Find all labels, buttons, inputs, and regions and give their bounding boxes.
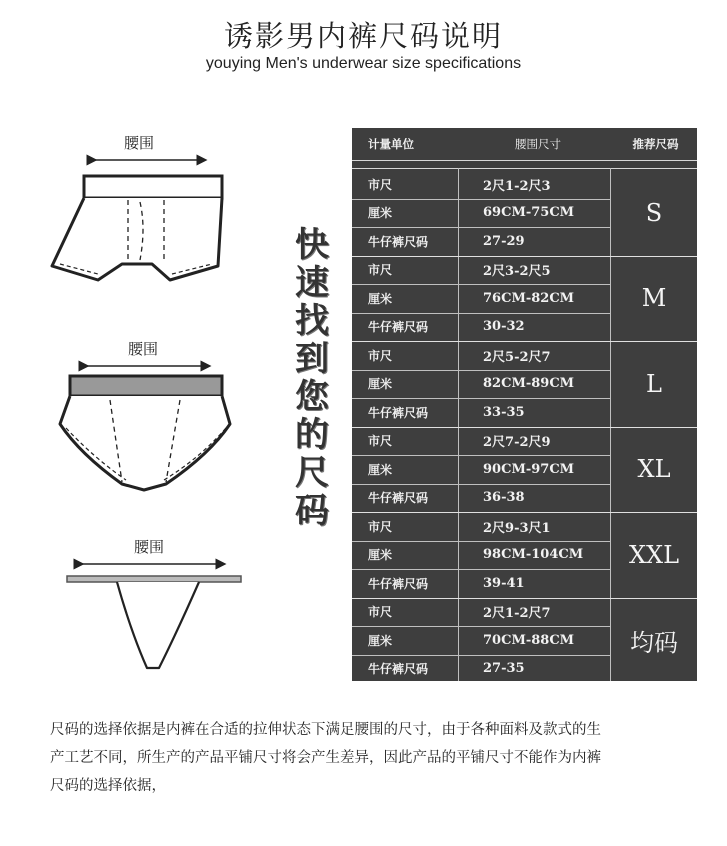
waist-value-cell: 90CM-97CM	[483, 461, 575, 477]
header-waist: 腰围尺寸	[515, 137, 561, 151]
waist-value-cell: 33-35	[483, 404, 525, 420]
recommended-size-cell: XXL	[628, 540, 680, 569]
header-unit: 计量单位	[368, 137, 414, 151]
waist-value-cell: 70CM-88CM	[483, 632, 575, 648]
waist-label-thong: 腰围	[134, 538, 165, 556]
waist-value-cell: 30-32	[483, 319, 525, 335]
waist-label-brief: 腰围	[128, 340, 159, 358]
unit-cell: 市尺	[368, 519, 393, 534]
size-table	[352, 128, 697, 681]
unit-cell: 牛仔裤尺码	[368, 234, 429, 249]
unit-cell: 市尺	[368, 177, 393, 192]
waist-value-cell: 82CM-89CM	[483, 376, 575, 392]
recommended-size-cell: M	[641, 284, 667, 313]
waist-value-cell: 27-29	[483, 233, 525, 249]
unit-cell: 厘米	[368, 462, 393, 477]
header-size: 推荐尺码	[632, 137, 679, 151]
waist-value-cell: 2尺3-2尺5	[483, 264, 551, 280]
recommended-size-cell: S	[645, 198, 663, 227]
recommended-size-cell: L	[646, 369, 662, 398]
unit-cell: 牛仔裤尺码	[368, 491, 429, 506]
find-your-size-text: 快 速 找 到 您 的 尺 码	[295, 225, 329, 531]
unit-cell: 厘米	[368, 291, 393, 306]
waist-value-cell: 2尺1-2尺3	[483, 178, 551, 194]
unit-cell: 厘米	[368, 206, 393, 221]
unit-cell: 市尺	[368, 434, 393, 449]
thong-diagram	[55, 552, 250, 682]
unit-cell: 牛仔裤尺码	[368, 405, 429, 420]
boxer-briefs-diagram	[40, 148, 250, 298]
recommended-size-cell: XL	[637, 455, 671, 484]
waist-value-cell: 2尺5-2尺7	[483, 349, 551, 365]
brief-diagram	[40, 354, 250, 499]
unit-cell: 厘米	[368, 377, 393, 392]
waist-value-cell: 39-41	[483, 575, 525, 591]
unit-cell: 厘米	[368, 548, 393, 563]
page-title: 诱影男内裤尺码说明	[223, 19, 503, 53]
waist-value-cell: 69CM-75CM	[483, 205, 575, 221]
recommended-size-cell: 均码	[630, 628, 678, 657]
waist-value-cell: 36-38	[483, 490, 525, 506]
unit-cell: 市尺	[368, 263, 393, 278]
unit-cell: 牛仔裤尺码	[368, 662, 429, 677]
waist-label-boxer: 腰围	[124, 134, 155, 152]
unit-cell: 牛仔裤尺码	[368, 576, 429, 591]
waist-value-cell: 2尺7-2尺9	[483, 435, 551, 451]
waist-value-cell: 2尺9-3尺1	[483, 520, 551, 536]
waist-value-cell: 2尺1-2尺7	[483, 606, 551, 622]
unit-cell: 厘米	[368, 633, 393, 648]
waist-value-cell: 76CM-82CM	[483, 290, 575, 306]
sizing-note: 尺码的选择依据是内裤在合适的拉伸状态下满足腰围的尺寸，由于各种面料及款式的生 产工艺不同，所生产的产品平铺尺寸将会产生差异，因此产品的平铺尺寸不能作为内裤 尺码的选择依据，	[50, 722, 601, 794]
unit-cell: 牛仔裤尺码	[368, 320, 429, 335]
waist-value-cell: 27-35	[483, 661, 525, 677]
unit-cell: 市尺	[368, 605, 393, 620]
unit-cell: 市尺	[368, 348, 393, 363]
waist-value-cell: 98CM-104CM	[483, 547, 584, 563]
page-subtitle: youying Men's underwear size specifications	[205, 55, 522, 72]
